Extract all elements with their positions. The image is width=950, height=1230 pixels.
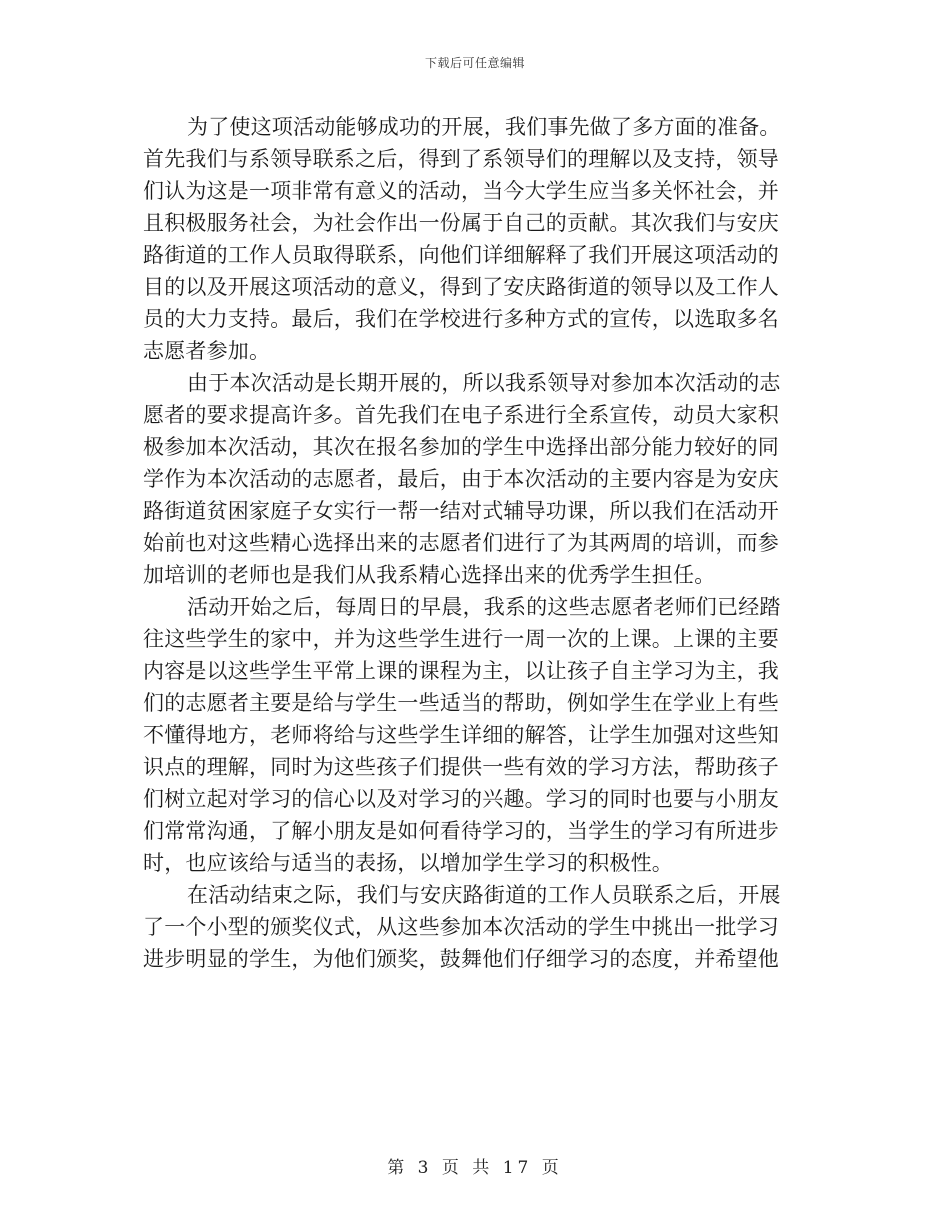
text-line: 时，也应该给与适当的表扬，以增加学生学习的积极性。 <box>143 851 673 875</box>
paragraph-1 <box>143 111 803 367</box>
paragraph-3 <box>143 591 803 879</box>
text-line: 内容是以这些学生平常上课的课程为主，以让孩子自主学习为主，我 <box>143 659 779 683</box>
text-line: 目的以及开展这项活动的意义，得到了安庆路街道的领导以及工作人 <box>143 275 779 299</box>
page-number-footer: 第 3 页 共 17 页 <box>387 1158 563 1178</box>
text-line: 始前也对这些精心选择出来的志愿者们进行了为其两周的培训，而参 <box>143 531 779 555</box>
text-line: 由于本次活动是长期开展的，所以我系领导对参加本次活动的志 <box>187 371 781 395</box>
text-line: 极参加本次活动，其次在报名参加的学生中选择出部分能力较好的同 <box>143 435 779 459</box>
text-line: 路街道的工作人员取得联系，向他们详细解释了我们开展这项活动的 <box>143 243 779 267</box>
text-line: 志愿者参加。 <box>143 339 271 363</box>
text-line: 们常常沟通，了解小朋友是如何看待学习的，当学生的学习有所进步 <box>143 819 779 843</box>
text-line: 加培训的老师也是我们从我系精心选择出来的优秀学生担任。 <box>143 563 716 587</box>
document-body <box>143 111 803 975</box>
text-line: 为了使这项活动能够成功的开展，我们事先做了多方面的准备。 <box>187 115 781 139</box>
text-line: 员的大力支持。最后，我们在学校进行多种方式的宣传，以选取多名 <box>143 307 779 331</box>
page-header: 下载后可任意编辑 <box>424 56 525 70</box>
text-line: 活动开始之后，每周日的早晨，我系的这些志愿者老师们已经踏 <box>187 595 781 619</box>
text-line: 不懂得地方，老师将给与这些学生详细的解答，让学生加强对这些知 <box>143 723 779 747</box>
text-line: 们的志愿者主要是给与学生一些适当的帮助，例如学生在学业上有些 <box>143 691 779 715</box>
text-line: 们认为这是一项非常有意义的活动，当今大学生应当多关怀社会，并 <box>143 179 779 203</box>
text-line: 了一个小型的颁奖仪式，从这些参加本次活动的学生中挑出一批学习 <box>143 915 779 939</box>
paragraph-4 <box>143 879 803 975</box>
text-line: 路街道贫困家庭子女实行一帮一结对式辅导功课，所以我们在活动开 <box>143 499 779 523</box>
text-line: 进步明显的学生，为他们颁奖，鼓舞他们仔细学习的态度，并希望他 <box>143 947 779 971</box>
text-line: 往这些学生的家中，并为这些学生进行一周一次的上课。上课的主要 <box>143 627 779 651</box>
paragraph-2 <box>143 367 803 591</box>
text-line: 且积极服务社会，为社会作出一份属于自己的贡献。其次我们与安庆 <box>143 211 779 235</box>
text-line: 学作为本次活动的志愿者，最后，由于本次活动的主要内容是为安庆 <box>143 467 779 491</box>
text-line: 愿者的要求提高许多。首先我们在电子系进行全系宣传，动员大家积 <box>143 403 779 427</box>
text-line: 识点的理解，同时为这些孩子们提供一些有效的学习方法，帮助孩子 <box>143 755 779 779</box>
text-line: 在活动结束之际，我们与安庆路街道的工作人员联系之后，开展 <box>187 883 781 907</box>
text-line: 首先我们与系领导联系之后，得到了系领导们的理解以及支持，领导 <box>143 147 779 171</box>
text-line: 们树立起对学习的信心以及对学习的兴趣。学习的同时也要与小朋友 <box>143 787 779 811</box>
